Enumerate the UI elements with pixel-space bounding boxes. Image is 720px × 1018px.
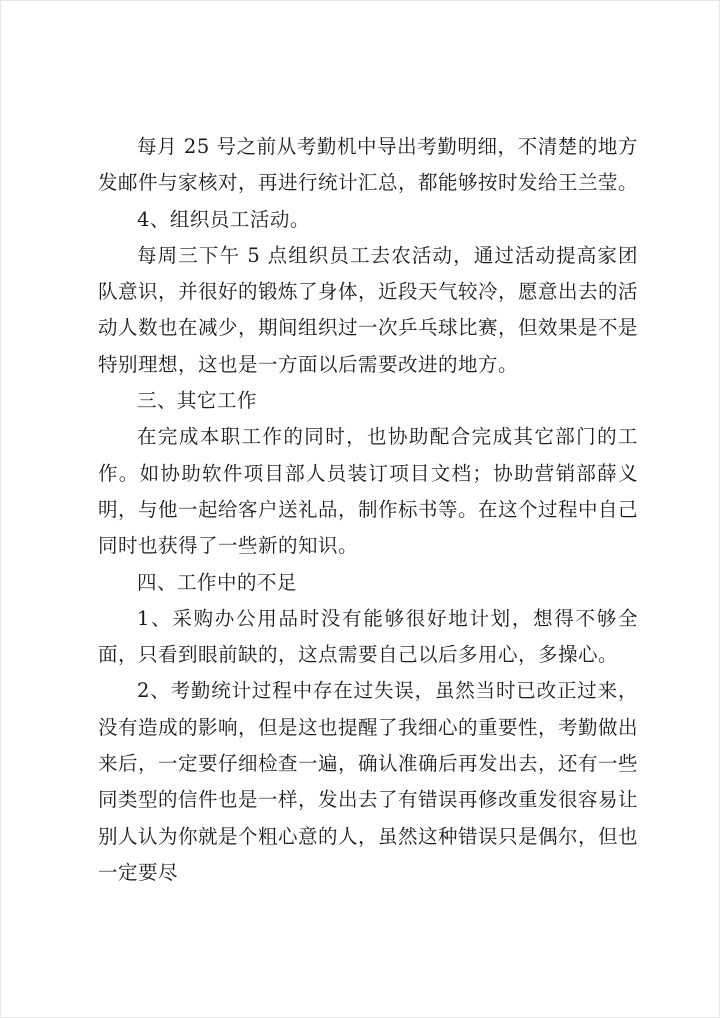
paragraph-assist-departments: 在完成本职工作的同时，也协助配合完成其它部门的工作。如协助软件项目部人员装订项目文档；协助营销部薛义明，与他一起给客户送礼品，制作标书等。在这个过程中自己同时也获得了一些新的知识。	[98, 425, 639, 558]
paragraph-attendance-export: 每月 25 号之前从考勤机中导出考勤明细，不清楚的地方发邮件与家核对，再进行统计汇总，都能够按时发给王兰莹。	[98, 135, 639, 195]
document-body	[98, 129, 638, 891]
heading-staff-activities: 4、组织员工活动。	[137, 207, 310, 231]
paragraph-weekly-activities: 每周三下午 5 点组织员工去农活动，通过活动提高家团队意识，并很好的锻炼了身体，近段天气较冷，愿意出去的活动人数也在减少，期间组织过一次乒乓球比赛，但效果是不是特别理想，这也是一方面以后需要改进的地方。	[98, 243, 639, 376]
heading-other-work: 三、其它工作	[137, 389, 258, 413]
paragraph-shortcoming-2: 2、考勤统计过程中存在过失误，虽然当时已改正过来，没有造成的影响，但是这也提醒了我细心的重要性，考勤做出来后，一定要仔细检查一遍，确认准确后再发出去，还有一些同类型的信件也是一样，发出去了有错误再修改重发很容易让别人认为你就是个粗心意的人，虽然这种错误只是偶尔，但也一定要尽	[98, 679, 639, 884]
paragraph-shortcoming-1: 1、采购办公用品时没有能够很好地计划，想得不够全面，只看到眼前缺的，这点需要自己以后多用心，多操心。	[98, 606, 638, 667]
heading-shortcomings: 四、工作中的不足	[137, 570, 298, 594]
